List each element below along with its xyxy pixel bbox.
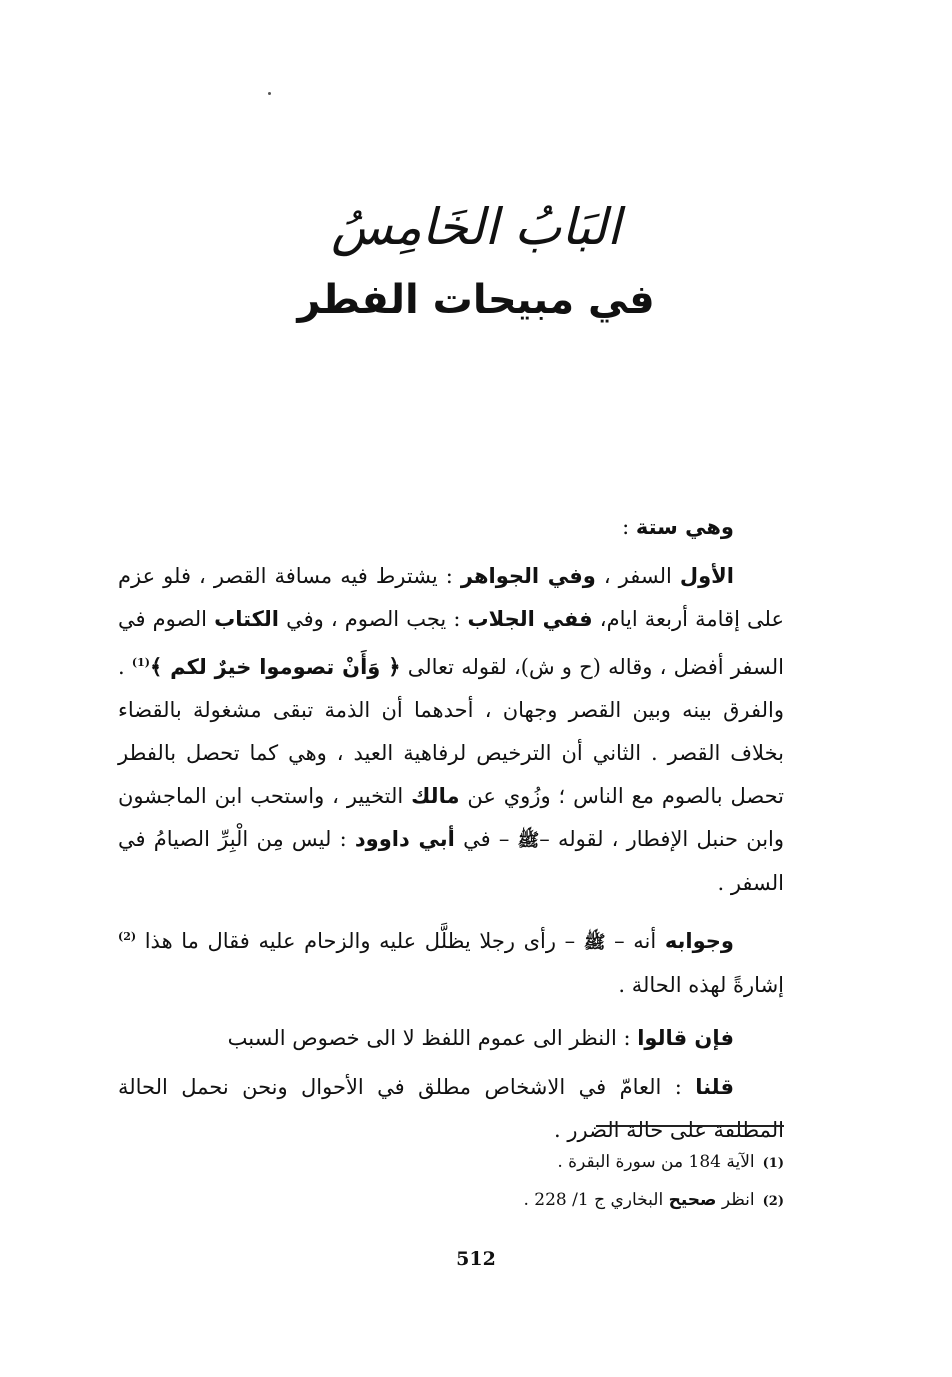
paragraph-answer <box>118 915 784 1007</box>
footnote-bold: صحيح <box>668 1190 717 1210</box>
text-segment: السفر ، <box>595 564 680 588</box>
honorific-glyph: ﷺ <box>517 830 540 851</box>
footnote-text: انظر <box>716 1190 755 1210</box>
footnote-ref-2: (2) <box>118 930 137 943</box>
intro-paragraph <box>118 506 784 549</box>
footnote-1 <box>400 1144 784 1182</box>
main-text <box>118 506 784 1152</box>
quran-verse: ﴿ وَأَنْ تصوموا خيرٌ لكم ﴾ <box>150 655 401 679</box>
page-number: 512 <box>456 1248 496 1270</box>
name-malik: مالك <box>411 784 460 808</box>
text-segment: أنه – <box>605 929 665 953</box>
honorific-glyph: ﷺ <box>583 932 606 953</box>
source-jallab: ففي الجلاب <box>467 607 593 631</box>
text-segment: : العامّ في الاشخاص مطلق في الأحوال ونحن نحمل الحالة المطلقة على حالة الضرر . <box>118 1075 784 1142</box>
intro-bold: وهي ستة <box>635 515 734 539</box>
text-segment: التخيير ، واستحب ابن الماجشون وابن حنبل الإفطار ، لقوله – <box>118 784 785 851</box>
source-kitab: الكتاب <box>214 607 279 631</box>
text-segment: الصوم في السفر أفضل ، وقاله (ح و ش)، لقوله تعالى <box>118 607 784 679</box>
text-segment: : يشترط فيه مسافة القصر ، فلو عزم على إقامة أربعة ايام، <box>118 564 785 631</box>
text-segment: : يجب الصوم ، وفي <box>278 607 468 631</box>
text-segment: – رأى رجلا يظلَّل عليه والزحام عليه فقال ما هذا <box>136 929 584 953</box>
hadith-text: : ليس مِن الْبِرِّ الصيامُ في السفر . <box>118 827 784 895</box>
source-abu-dawud: أبي داوود <box>354 827 455 851</box>
paragraph-objection <box>118 1017 784 1060</box>
text-segment: إشارةً لهذه الحالة . <box>618 973 784 997</box>
keyword-first: الأول <box>679 564 734 588</box>
text-segment: . والفرق بينه وبين القصر وجهان ، أحدهما أن الذمة تبقى مشغولة بالقضاء بخلاف القصر . الثاني أن الترخيص لرفاهية العيد ، وهي كما تحصل بالفطر تحصل بالصوم مع الناس ؛ وزُوي عن <box>118 655 784 808</box>
paragraph-reply <box>118 1066 784 1152</box>
footnote-2 <box>400 1182 784 1220</box>
chapter-subtitle: في مبيحات الفطر <box>297 277 655 323</box>
footnote-number: (2) <box>762 1194 784 1209</box>
scan-speck <box>268 92 271 95</box>
footnote-number: (1) <box>762 1156 784 1171</box>
footnotes <box>400 1144 784 1220</box>
footnote-ref-1: (1) <box>131 656 150 669</box>
chapter-title: البَابُ الخَامِسُ <box>331 198 621 256</box>
footnote-divider <box>596 1125 784 1127</box>
intro-text: : <box>622 515 636 539</box>
footnote-text: البخاري ج 1/ 228 . <box>523 1190 669 1210</box>
text-segment: – في <box>454 827 518 851</box>
keyword-reply: قلنا <box>695 1075 734 1099</box>
paragraph-first-travel <box>118 555 784 905</box>
source-jawahir: وفي الجواهر <box>460 564 596 588</box>
text-segment: : النظر الى عموم اللفظ لا الى خصوص السبب <box>227 1026 638 1050</box>
keyword-objection: فإن قالوا <box>637 1026 734 1050</box>
keyword-answer: وجوابه <box>664 929 734 953</box>
footnote-text: الآية 184 من سورة البقرة . <box>557 1152 755 1172</box>
